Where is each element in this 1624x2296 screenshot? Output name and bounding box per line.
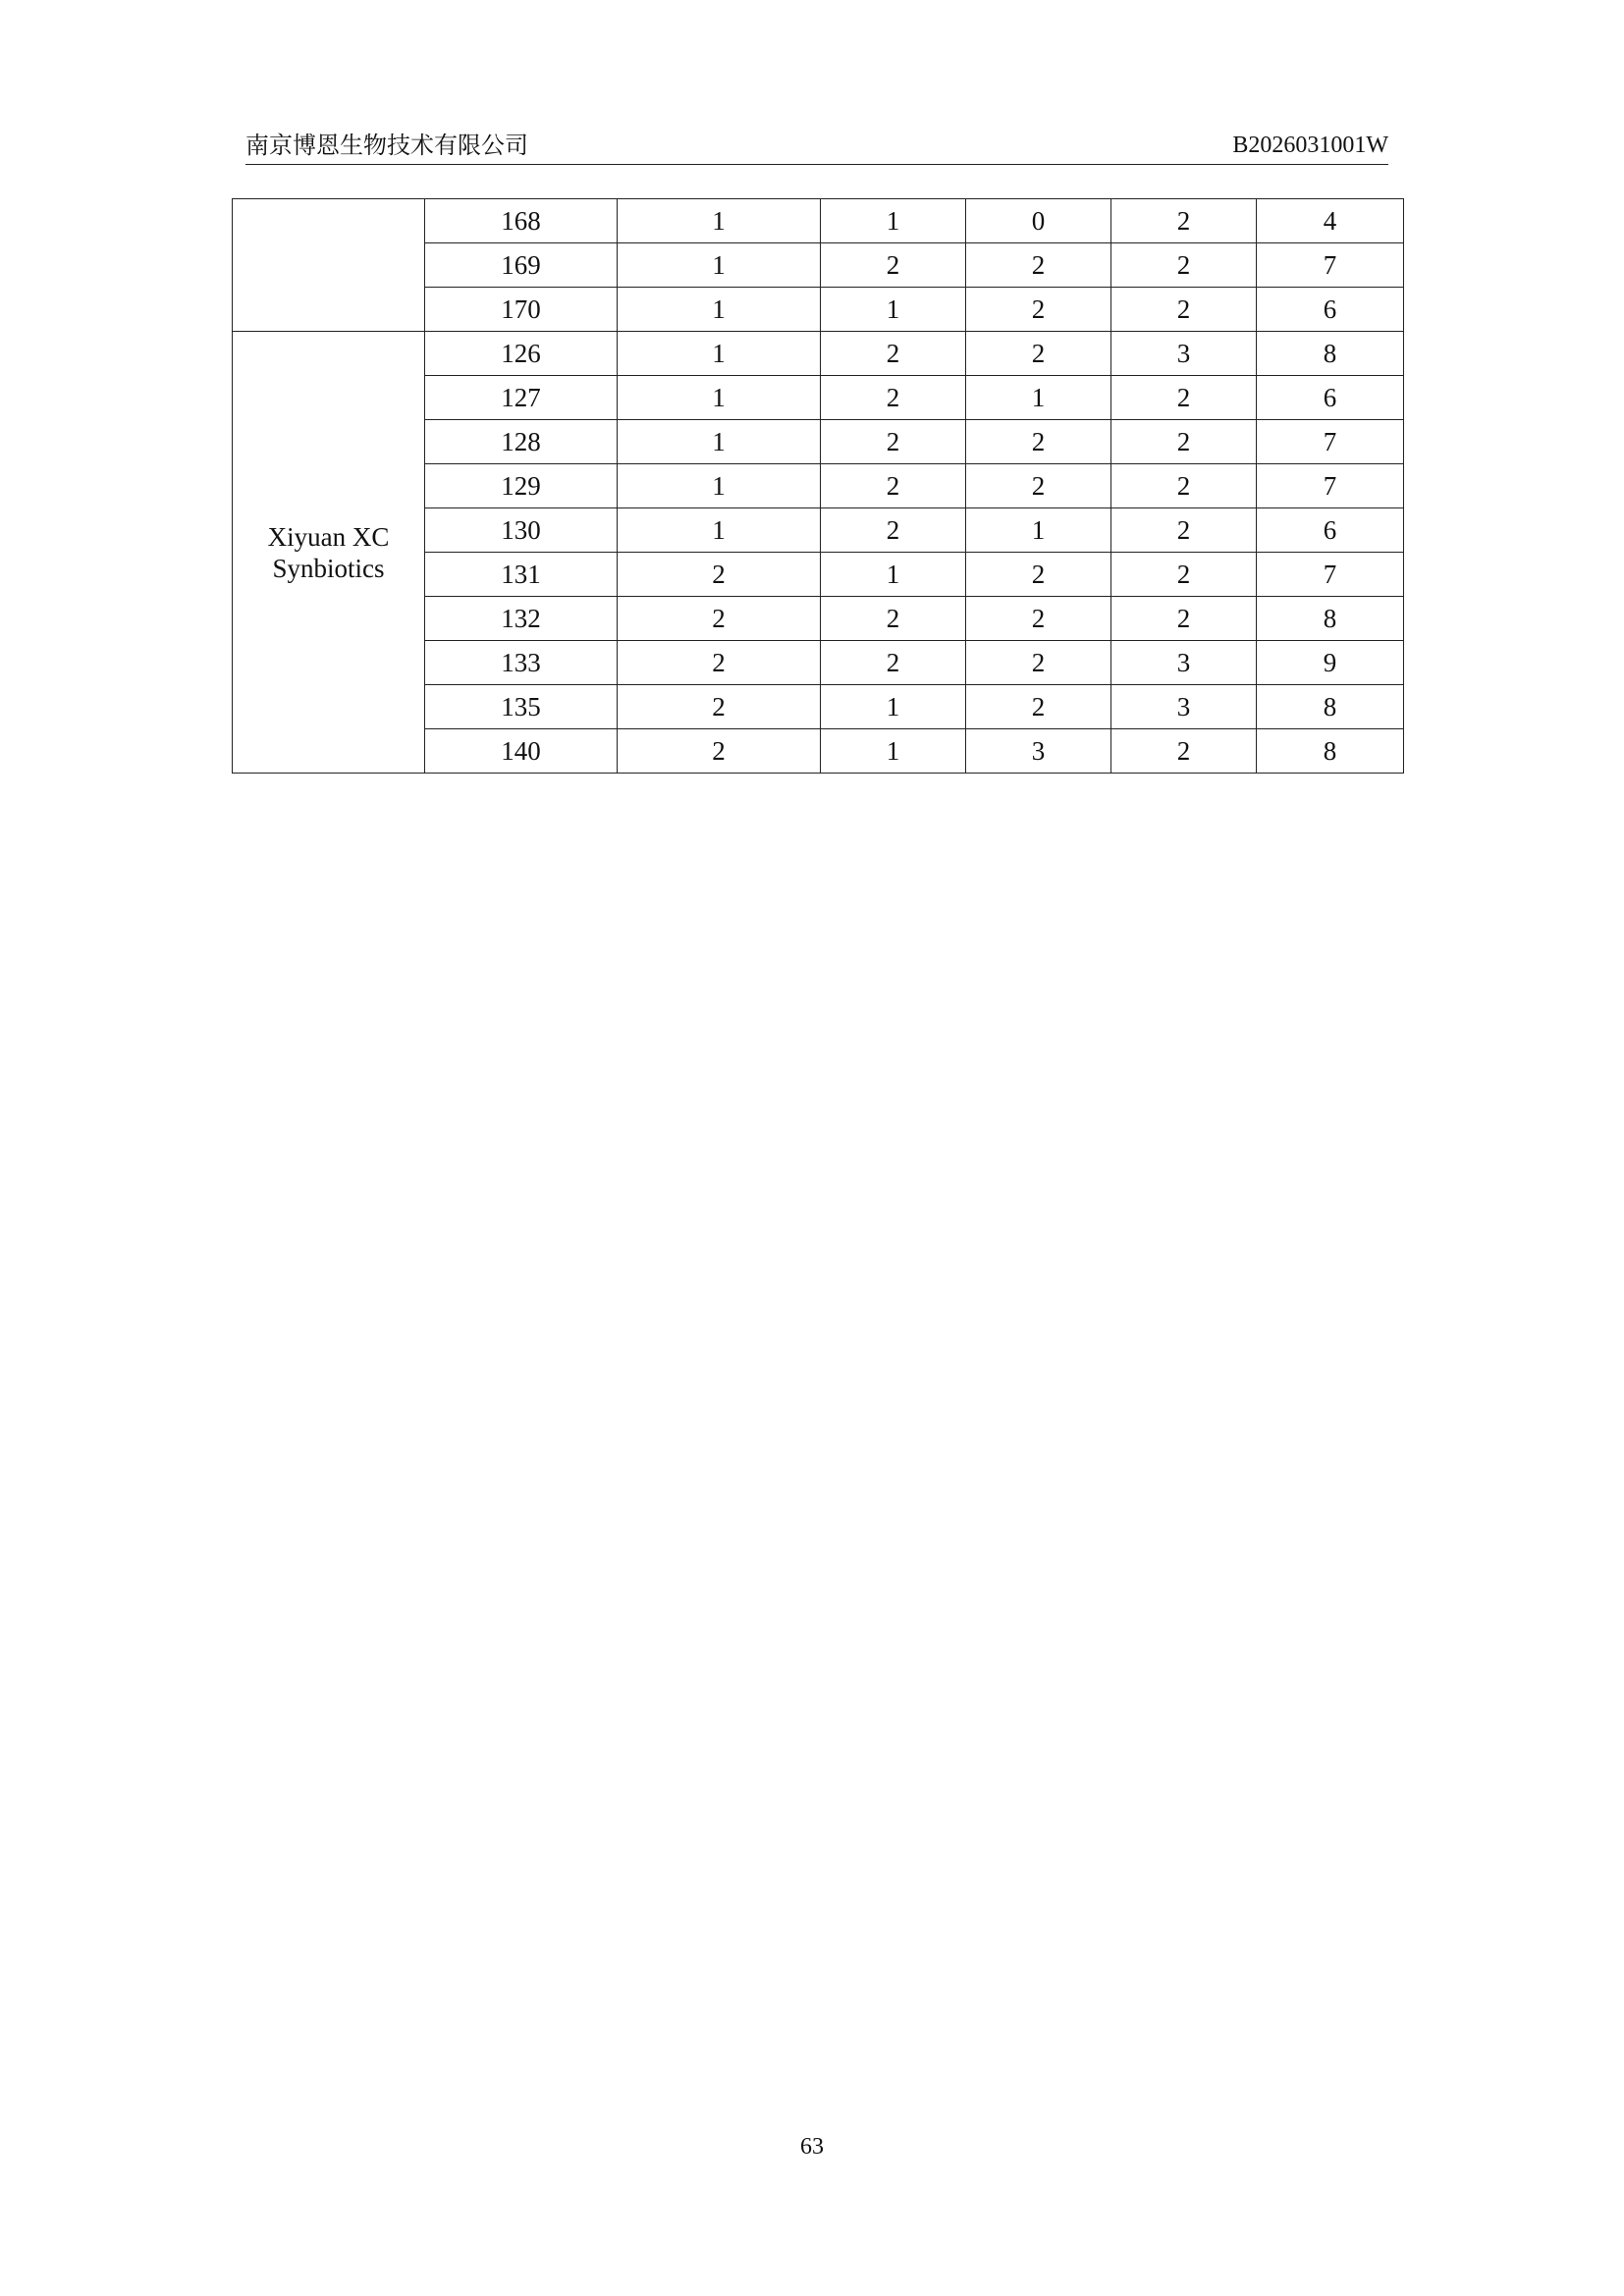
score-cell: 2: [966, 288, 1111, 332]
score-cell: 2: [1111, 420, 1257, 464]
score-cell: 2: [1111, 464, 1257, 508]
score-cell: 6: [1257, 288, 1404, 332]
animal-id-cell: 170: [425, 288, 618, 332]
score-cell: 2: [821, 464, 966, 508]
score-cell: 2: [618, 685, 821, 729]
report-code: B2026031001W: [1232, 133, 1388, 158]
score-cell: 2: [821, 243, 966, 288]
company-name: 南京博恩生物技术有限公司: [245, 132, 528, 159]
score-cell: 2: [1111, 243, 1257, 288]
animal-id-cell: 132: [425, 597, 618, 641]
score-cell: 1: [966, 376, 1111, 420]
score-cell: 2: [966, 243, 1111, 288]
score-cell: 2: [618, 729, 821, 774]
animal-id-cell: 140: [425, 729, 618, 774]
animal-id-cell: 131: [425, 553, 618, 597]
score-cell: 2: [821, 332, 966, 376]
animal-id-cell: 169: [425, 243, 618, 288]
score-cell: 1: [821, 553, 966, 597]
score-cell: 8: [1257, 685, 1404, 729]
animal-id-cell: 130: [425, 508, 618, 553]
page-header: [245, 130, 1388, 165]
score-cell: 2: [1111, 508, 1257, 553]
score-cell: 2: [966, 685, 1111, 729]
score-cell: 2: [966, 553, 1111, 597]
score-cell: 2: [821, 508, 966, 553]
score-cell: 1: [618, 332, 821, 376]
group-label-cell: [233, 199, 425, 332]
score-cell: 2: [1111, 288, 1257, 332]
score-cell: 2: [966, 332, 1111, 376]
score-cell: 7: [1257, 243, 1404, 288]
score-cell: 2: [966, 464, 1111, 508]
score-cell: 2: [821, 641, 966, 685]
score-cell: 1: [618, 464, 821, 508]
score-cell: 2: [1111, 199, 1257, 243]
score-cell: 4: [1257, 199, 1404, 243]
animal-id-cell: 127: [425, 376, 618, 420]
score-cell: 2: [1111, 729, 1257, 774]
score-cell: 1: [618, 508, 821, 553]
score-cell: 7: [1257, 420, 1404, 464]
score-cell: 2: [1111, 376, 1257, 420]
animal-id-cell: 129: [425, 464, 618, 508]
group-label-cell: [233, 332, 425, 774]
score-cell: 2: [1111, 553, 1257, 597]
score-cell: 3: [1111, 332, 1257, 376]
animal-id-cell: 135: [425, 685, 618, 729]
score-cell: 8: [1257, 332, 1404, 376]
score-table-body: [233, 199, 1404, 774]
group-label-line: Xiyuan XC: [267, 521, 390, 552]
score-cell: 8: [1257, 729, 1404, 774]
score-cell: 1: [821, 685, 966, 729]
table-row: [233, 199, 1404, 243]
score-cell: 6: [1257, 508, 1404, 553]
score-cell: 3: [966, 729, 1111, 774]
score-cell: 6: [1257, 376, 1404, 420]
score-cell: 0: [966, 199, 1111, 243]
score-cell: 1: [618, 199, 821, 243]
score-cell: 7: [1257, 553, 1404, 597]
animal-id-cell: 128: [425, 420, 618, 464]
score-cell: 1: [618, 288, 821, 332]
score-cell: 2: [618, 553, 821, 597]
score-table: [232, 198, 1404, 774]
score-cell: 3: [1111, 641, 1257, 685]
score-cell: 8: [1257, 597, 1404, 641]
table-row: [233, 332, 1404, 376]
score-cell: 1: [966, 508, 1111, 553]
score-cell: 2: [618, 597, 821, 641]
score-cell: 9: [1257, 641, 1404, 685]
animal-id-cell: 168: [425, 199, 618, 243]
page-number: 63: [800, 2134, 824, 2160]
score-cell: 1: [618, 376, 821, 420]
score-cell: 2: [821, 420, 966, 464]
score-cell: 2: [1111, 597, 1257, 641]
score-cell: 2: [966, 597, 1111, 641]
score-cell: 1: [821, 729, 966, 774]
score-cell: 1: [821, 288, 966, 332]
score-cell: 2: [966, 641, 1111, 685]
score-cell: 7: [1257, 464, 1404, 508]
score-cell: 2: [821, 376, 966, 420]
animal-id-cell: 133: [425, 641, 618, 685]
animal-id-cell: 126: [425, 332, 618, 376]
score-cell: 3: [1111, 685, 1257, 729]
group-label-line: Synbiotics: [272, 553, 385, 583]
score-cell: 2: [821, 597, 966, 641]
score-cell: 1: [821, 199, 966, 243]
score-cell: 2: [966, 420, 1111, 464]
score-cell: 1: [618, 243, 821, 288]
score-cell: 2: [618, 641, 821, 685]
score-cell: 1: [618, 420, 821, 464]
